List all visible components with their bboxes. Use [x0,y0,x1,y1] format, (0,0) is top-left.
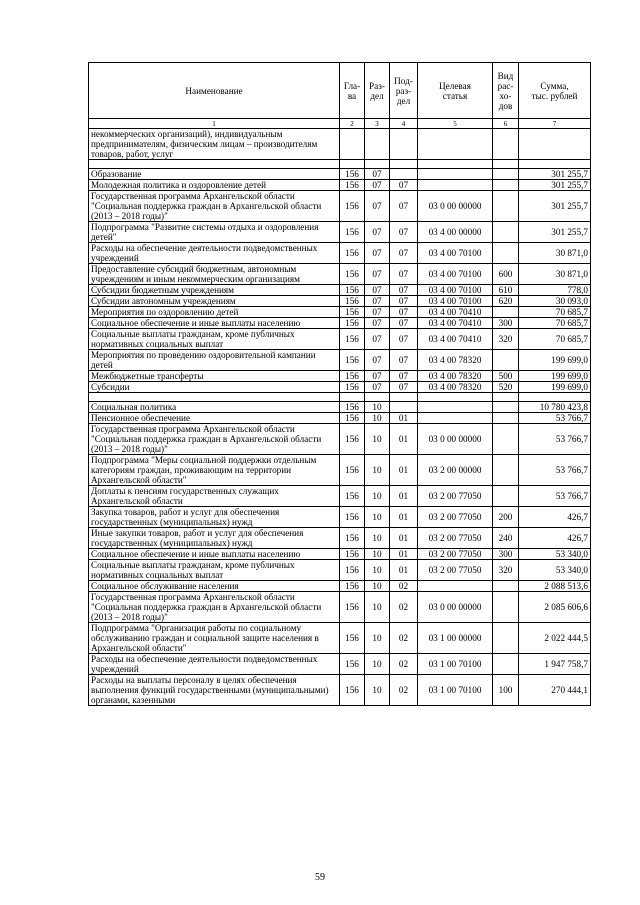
row-statya-cell: 03 4 00 70100 [418,285,493,296]
row-summa-cell: 2 022 444,5 [519,623,591,654]
row-vid-cell: 100 [493,675,519,706]
row-glava-cell: 156 [340,371,365,382]
row-name-cell: некоммерческих организаций), индивидуальным предпринимателям, физическим лицам – производителям товаров, работ, услуг [89,129,340,160]
row-vid-cell [493,486,519,507]
col-podrazdel-header: Под- раз- дел [390,63,418,119]
col-number: 3 [365,119,390,129]
row-podrazdel-cell [390,402,418,413]
row-razdel-cell: 10 [365,623,390,654]
table-body [89,129,591,706]
row-podrazdel-cell: 07 [390,285,418,296]
row-name-cell: Молодежная политика и оздоровление детей [89,180,340,191]
row-vid-cell [493,222,519,243]
col-number: 7 [519,119,591,129]
row-vid-cell [493,424,519,455]
row-name-cell: Мероприятия по проведению оздоровительной кампании детей [89,350,340,371]
row-name-cell: Социальные выплаты гражданам, кроме публичных нормативных социальных выплат [89,560,340,581]
row-podrazdel-cell: 07 [390,329,418,350]
row-vid-cell: 500 [493,371,519,382]
row-name-cell: Расходы на выплаты персоналу в целях обеспечения выполнения функций государственными (муниципальными) органами, казенными [89,675,340,706]
col-number: 2 [340,119,365,129]
row-summa-cell: 10 780 423,8 [519,402,591,413]
row-podrazdel-cell: 07 [390,350,418,371]
row-statya-cell: 03 4 00 70100 [418,296,493,307]
row-razdel-cell: 10 [365,675,390,706]
row-summa-cell [519,160,591,169]
row-razdel-cell: 07 [365,191,390,222]
row-razdel-cell: 10 [365,413,390,424]
row-razdel-cell: 10 [365,424,390,455]
row-podrazdel-cell: 02 [390,592,418,623]
row-razdel-cell: 07 [365,382,390,393]
row-summa-cell: 30 871,0 [519,264,591,285]
row-name-cell: Доплаты к пенсиям государственных служащих Архангельской области [89,486,340,507]
page-number: 59 [315,872,325,883]
row-podrazdel-cell: 07 [390,243,418,264]
row-name-cell: Межбюджетные трансферты [89,371,340,382]
table-row [89,507,591,528]
row-summa-cell: 199 699,0 [519,382,591,393]
row-podrazdel-cell: 02 [390,581,418,592]
row-summa-cell: 426,7 [519,528,591,549]
row-summa-cell: 53 766,7 [519,424,591,455]
row-summa-cell: 426,7 [519,507,591,528]
row-name-cell: Расходы на обеспечение деятельности подведомственных учреждений [89,243,340,264]
row-vid-cell: 600 [493,264,519,285]
col-number: 4 [390,119,418,129]
row-podrazdel-cell: 01 [390,455,418,486]
table-row [89,382,591,393]
row-razdel-cell: 10 [365,528,390,549]
row-vid-cell [493,623,519,654]
table-row [89,169,591,180]
row-vid-cell [493,169,519,180]
row-vid-cell [493,180,519,191]
row-statya-cell: 03 0 00 00000 [418,191,493,222]
row-razdel-cell: 10 [365,560,390,581]
row-podrazdel-cell: 07 [390,382,418,393]
row-vid-cell [493,413,519,424]
row-glava-cell: 156 [340,654,365,675]
row-summa-cell: 301 255,7 [519,180,591,191]
table-row [89,486,591,507]
table-row [89,549,591,560]
row-vid-cell [493,581,519,592]
table-row [89,581,591,592]
col-glava-header: Гла- ва [340,63,365,119]
row-summa-cell [519,393,591,402]
row-summa-cell: 199 699,0 [519,371,591,382]
row-razdel-cell: 10 [365,592,390,623]
row-vid-cell: 520 [493,382,519,393]
row-podrazdel-cell: 01 [390,528,418,549]
row-summa-cell: 53 340,0 [519,560,591,581]
table-row [89,129,591,160]
row-statya-cell: 03 4 00 70410 [418,318,493,329]
table-row [89,455,591,486]
row-statya-cell [418,169,493,180]
row-podrazdel-cell: 07 [390,264,418,285]
table-row [89,222,591,243]
col-vid-header: Вид рас- хо- дов [493,63,519,119]
row-podrazdel-cell: 07 [390,318,418,329]
row-statya-cell: 03 4 00 78320 [418,371,493,382]
row-razdel-cell: 07 [365,264,390,285]
row-glava-cell: 156 [340,623,365,654]
row-summa-cell: 301 255,7 [519,169,591,180]
row-summa-cell: 53 340,0 [519,549,591,560]
row-name-cell: Социальное обеспечение и иные выплаты населению [89,318,340,329]
table-row [89,350,591,371]
row-podrazdel-cell: 02 [390,654,418,675]
row-summa-cell: 301 255,7 [519,191,591,222]
row-statya-cell: 03 4 00 70410 [418,329,493,350]
row-name-cell: Предоставление субсидий бюджетным, автономным учреждениям и иным некоммерческим организациям [89,264,340,285]
row-vid-cell: 320 [493,560,519,581]
row-vid-cell [493,129,519,160]
row-glava-cell: 156 [340,424,365,455]
table-row [89,329,591,350]
row-glava-cell: 156 [340,285,365,296]
row-podrazdel-cell [390,160,418,169]
row-glava-cell: 156 [340,549,365,560]
row-glava-cell: 156 [340,180,365,191]
row-razdel-cell: 07 [365,350,390,371]
table-row [89,371,591,382]
table-row [89,285,591,296]
table-row [89,264,591,285]
row-statya-cell: 03 4 00 78320 [418,350,493,371]
row-name-cell: Субсидии [89,382,340,393]
table-row [89,675,591,706]
row-statya-cell: 03 0 00 00000 [418,424,493,455]
row-glava-cell: 156 [340,243,365,264]
row-glava-cell: 156 [340,486,365,507]
row-razdel-cell [365,129,390,160]
row-glava-cell: 156 [340,318,365,329]
row-podrazdel-cell: 02 [390,623,418,654]
row-vid-cell: 300 [493,318,519,329]
row-glava-cell: 156 [340,191,365,222]
row-podrazdel-cell: 07 [390,307,418,318]
row-glava-cell [340,393,365,402]
row-statya-cell: 03 4 00 70100 [418,243,493,264]
row-podrazdel-cell: 07 [390,296,418,307]
table-row [89,180,591,191]
row-vid-cell [493,307,519,318]
table-row [89,424,591,455]
row-razdel-cell: 07 [365,222,390,243]
row-statya-cell: 03 2 00 77050 [418,528,493,549]
row-summa-cell: 1 947 758,7 [519,654,591,675]
table-row [89,654,591,675]
row-glava-cell: 156 [340,169,365,180]
col-number: 5 [418,119,493,129]
table-row [89,623,591,654]
row-glava-cell: 156 [340,329,365,350]
row-vid-cell [493,191,519,222]
row-statya-cell: 03 2 00 00000 [418,455,493,486]
row-name-cell: Подпрограмма "Меры социальной поддержки отдельным категориям граждан, проживающим на территории Архангельской области" [89,455,340,486]
header-row [89,63,591,119]
table-row [89,318,591,329]
row-razdel-cell: 07 [365,169,390,180]
table-row [89,243,591,264]
row-vid-cell: 240 [493,528,519,549]
row-statya-cell: 03 4 00 78320 [418,382,493,393]
row-glava-cell: 156 [340,528,365,549]
table-row [89,413,591,424]
row-podrazdel-cell: 07 [390,371,418,382]
blank-row [89,393,591,402]
row-glava-cell: 156 [340,507,365,528]
row-name-cell [89,393,340,402]
row-name-cell: Пенсионное обеспечение [89,413,340,424]
row-statya-cell [418,581,493,592]
row-razdel-cell: 10 [365,654,390,675]
row-razdel-cell: 07 [365,243,390,264]
row-summa-cell: 53 766,7 [519,455,591,486]
row-statya-cell [418,393,493,402]
row-vid-cell: 610 [493,285,519,296]
row-vid-cell: 320 [493,329,519,350]
row-vid-cell: 200 [493,507,519,528]
row-vid-cell [493,350,519,371]
row-razdel-cell: 10 [365,549,390,560]
row-vid-cell [493,393,519,402]
row-statya-cell: 03 2 00 77050 [418,507,493,528]
table-row [89,296,591,307]
row-podrazdel-cell [390,129,418,160]
row-podrazdel-cell: 07 [390,180,418,191]
col-summa-header: Сумма, тыс. рублей [519,63,591,119]
row-glava-cell: 156 [340,455,365,486]
col-number: 1 [89,119,340,129]
row-podrazdel-cell: 01 [390,486,418,507]
row-summa-cell: 53 766,7 [519,486,591,507]
row-razdel-cell: 10 [365,507,390,528]
row-name-cell: Мероприятия по оздоровлению детей [89,307,340,318]
row-vid-cell [493,455,519,486]
row-statya-cell [418,129,493,160]
table-row [89,592,591,623]
row-name-cell: Иные закупки товаров, работ и услуг для обеспечения государственных (муниципальных) нужд [89,528,340,549]
row-glava-cell: 156 [340,382,365,393]
blank-row [89,160,591,169]
row-statya-cell: 03 0 00 00000 [418,592,493,623]
table-row [89,528,591,549]
row-summa-cell: 778,0 [519,285,591,296]
row-name-cell: Подпрограмма "Развитие системы отдыха и оздоровления детей" [89,222,340,243]
row-glava-cell: 156 [340,413,365,424]
row-statya-cell [418,402,493,413]
row-name-cell: Социальные выплаты гражданам, кроме публичных нормативных социальных выплат [89,329,340,350]
row-statya-cell [418,180,493,191]
row-razdel-cell [365,393,390,402]
row-glava-cell: 156 [340,560,365,581]
row-name-cell: Расходы на обеспечение деятельности подведомственных учреждений [89,654,340,675]
row-summa-cell: 301 255,7 [519,222,591,243]
row-summa-cell: 70 685,7 [519,318,591,329]
row-name-cell: Субсидии автономным учреждениям [89,296,340,307]
row-statya-cell [418,160,493,169]
row-glava-cell: 156 [340,264,365,285]
row-razdel-cell: 07 [365,318,390,329]
table-row [89,560,591,581]
row-summa-cell [519,129,591,160]
column-number-row [89,119,591,129]
row-name-cell: Социальное обеспечение и иные выплаты населению [89,549,340,560]
row-vid-cell [493,592,519,623]
row-vid-cell [493,402,519,413]
row-razdel-cell: 10 [365,455,390,486]
row-statya-cell [418,413,493,424]
row-summa-cell: 70 685,7 [519,329,591,350]
row-statya-cell: 03 2 00 77050 [418,486,493,507]
row-statya-cell: 03 1 00 70100 [418,654,493,675]
table-row [89,191,591,222]
row-glava-cell [340,160,365,169]
row-podrazdel-cell: 01 [390,413,418,424]
row-name-cell: Образование [89,169,340,180]
row-vid-cell: 620 [493,296,519,307]
row-razdel-cell: 07 [365,180,390,191]
row-razdel-cell: 07 [365,296,390,307]
row-statya-cell: 03 4 00 00000 [418,222,493,243]
row-statya-cell: 03 4 00 70410 [418,307,493,318]
row-name-cell: Социальное обслуживание населения [89,581,340,592]
row-vid-cell [493,243,519,264]
row-podrazdel-cell: 01 [390,424,418,455]
row-glava-cell: 156 [340,296,365,307]
row-razdel-cell [365,160,390,169]
row-summa-cell: 2 088 513,6 [519,581,591,592]
table-row [89,402,591,413]
row-podrazdel-cell: 07 [390,191,418,222]
row-glava-cell: 156 [340,350,365,371]
budget-table [88,62,591,706]
col-statya-header: Целевая статья [418,63,493,119]
row-glava-cell: 156 [340,402,365,413]
row-razdel-cell: 10 [365,581,390,592]
row-statya-cell: 03 1 00 00000 [418,623,493,654]
col-name-header: Наименование [89,63,340,119]
row-razdel-cell: 10 [365,486,390,507]
row-summa-cell: 70 685,7 [519,307,591,318]
row-statya-cell: 03 2 00 77050 [418,560,493,581]
row-glava-cell: 156 [340,307,365,318]
row-razdel-cell: 07 [365,307,390,318]
row-glava-cell: 156 [340,675,365,706]
row-summa-cell: 270 444,1 [519,675,591,706]
row-statya-cell: 03 1 00 70100 [418,675,493,706]
row-podrazdel-cell: 01 [390,560,418,581]
row-vid-cell [493,654,519,675]
row-razdel-cell: 07 [365,329,390,350]
row-summa-cell: 199 699,0 [519,350,591,371]
row-glava-cell [340,129,365,160]
col-razdel-header: Раз- дел [365,63,390,119]
row-name-cell: Государственная программа Архангельской области "Социальная поддержка граждан в Архангельской области (2013 – 2018 годы)" [89,424,340,455]
row-razdel-cell: 10 [365,402,390,413]
row-vid-cell [493,160,519,169]
row-podrazdel-cell: 01 [390,507,418,528]
row-name-cell [89,160,340,169]
row-vid-cell: 300 [493,549,519,560]
row-podrazdel-cell: 07 [390,222,418,243]
row-podrazdel-cell [390,393,418,402]
row-glava-cell: 156 [340,222,365,243]
row-podrazdel-cell [390,169,418,180]
row-statya-cell: 03 4 00 70100 [418,264,493,285]
row-razdel-cell: 07 [365,371,390,382]
row-summa-cell: 2 085 606,6 [519,592,591,623]
table-row [89,307,591,318]
row-name-cell: Социальная политика [89,402,340,413]
row-glava-cell: 156 [340,592,365,623]
row-razdel-cell: 07 [365,285,390,296]
row-podrazdel-cell: 02 [390,675,418,706]
row-summa-cell: 30 871,0 [519,243,591,264]
row-summa-cell: 30 093,0 [519,296,591,307]
budget-table-container [88,62,590,706]
col-number: 6 [493,119,519,129]
row-statya-cell: 03 2 00 77050 [418,549,493,560]
row-summa-cell: 53 766,7 [519,413,591,424]
row-name-cell: Субсидии бюджетным учреждениям [89,285,340,296]
row-name-cell: Государственная программа Архангельской области "Социальная поддержка граждан в Архангельской области (2013 – 2018 годы)" [89,592,340,623]
row-glava-cell: 156 [340,581,365,592]
row-name-cell: Государственная программа Архангельской области "Социальная поддержка граждан в Архангельской области (2013 – 2018 годы)" [89,191,340,222]
row-podrazdel-cell: 01 [390,549,418,560]
row-name-cell: Закупка товаров, работ и услуг для обеспечения государственных (муниципальных) нужд [89,507,340,528]
row-name-cell: Подпрограмма "Организация работы по социальному обслуживанию граждан и социальной защите населения в Архангельской области" [89,623,340,654]
